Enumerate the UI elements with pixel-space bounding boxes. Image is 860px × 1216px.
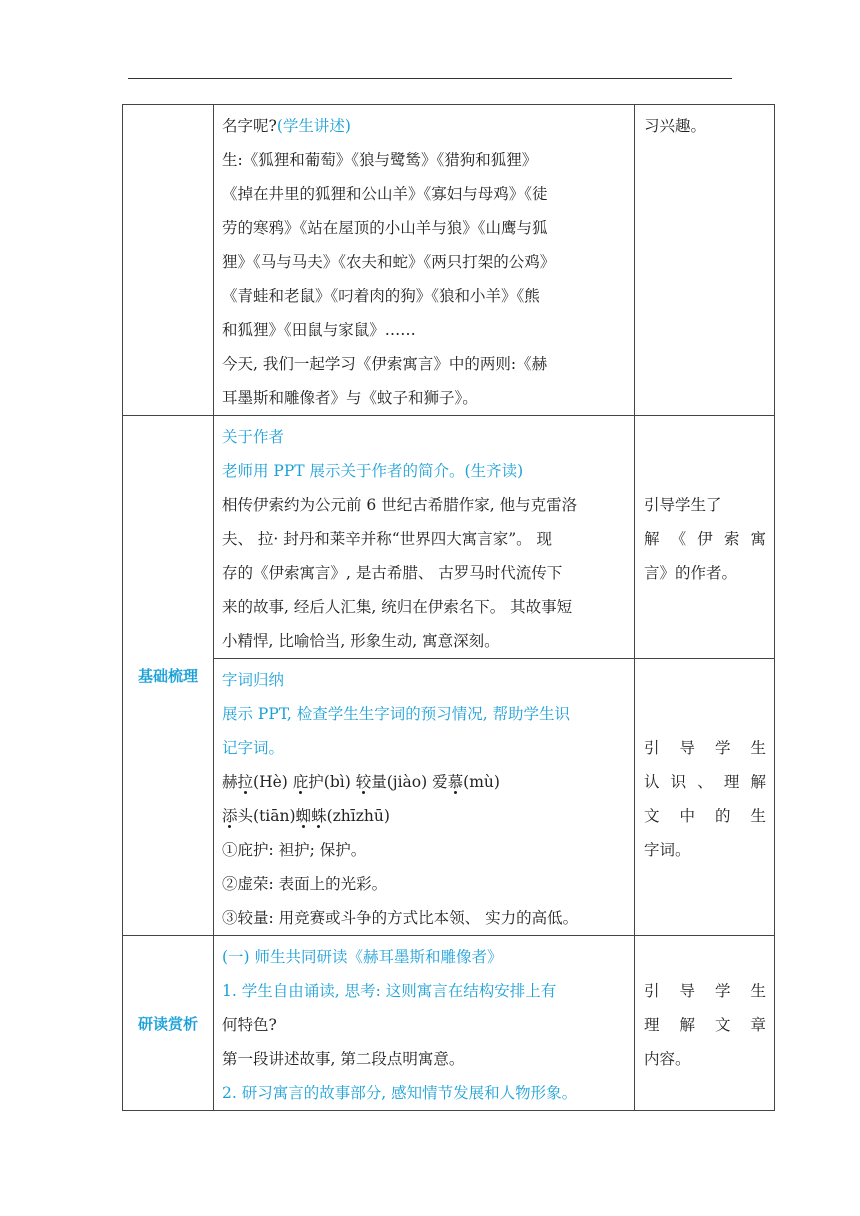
intro-line: 劳的寒鸦》《站在屋顶的小山羊与狼》《山鹰与狐 xyxy=(222,219,548,237)
analysis-note-cell xyxy=(635,936,775,1111)
author-row xyxy=(123,416,775,659)
words-note-line: 文中的生 xyxy=(644,807,766,825)
words-note-line: 字词。 xyxy=(644,841,691,859)
header-rule xyxy=(128,78,732,79)
words-content-cell xyxy=(214,659,635,936)
analysis-note-line: 引导学生 xyxy=(644,982,766,1000)
pinyin-line: 赫拉(Hè) 庇护(bì) 较量(jiào) 爱慕(mù) xyxy=(222,773,500,791)
intro-line: 和狐狸》《田鼠与家鼠》…… xyxy=(222,321,416,339)
analysis-question: 2. 研习寓言的故事部分, 感知情节发展和人物形象。 xyxy=(222,1084,578,1102)
author-text-line: 小精悍, 比喻恰当, 形象生动, 寓意深刻。 xyxy=(222,632,500,650)
section-label-analysis: 研读赏析 xyxy=(123,936,214,1111)
analysis-note-line: 内容。 xyxy=(644,1050,691,1068)
intro-line: 耳墨斯和雕像者》与《蚊子和狮子》。 xyxy=(222,389,478,407)
words-heading: 字词归纳 xyxy=(222,671,285,689)
intro-note-cell xyxy=(635,105,775,416)
author-note-line: 言》的作者。 xyxy=(644,564,738,582)
analysis-question: 1. 学生自由诵读, 思考: 这则寓言在结构安排上有 xyxy=(222,982,557,1000)
author-heading: 关于作者 xyxy=(222,428,285,446)
author-text-line: 相传伊索约为公元前 6 世纪古希腊作家, 他与克雷洛 xyxy=(222,496,578,514)
words-note-cell xyxy=(635,659,775,936)
author-note-line: 引导学生了 xyxy=(644,496,722,514)
intro-line: 《掉在井里的狐狸和公山羊》《寡妇与母鸡》《徒 xyxy=(222,185,548,203)
author-text-line: 存的《伊索寓言》, 是古希腊、 古罗马时代流传下 xyxy=(222,564,563,582)
intro-row xyxy=(123,105,775,416)
words-row xyxy=(123,659,775,936)
author-task: 老师用 PPT 展示关于作者的简介。(生齐读) xyxy=(222,462,524,480)
intro-line: 名字呢?(学生讲述) xyxy=(222,117,351,135)
intro-line: 狸》《马与马夫》《农夫和蛇》《两只打架的公鸡》 xyxy=(222,253,556,271)
analysis-heading: (一) 师生共同研读《赫耳墨斯和雕像者》 xyxy=(222,948,503,966)
definition-line: ③较量: 用竞赛或斗争的方式比本领、 实力的高低。 xyxy=(222,909,579,927)
intro-line: 生:《狐狸和葡萄》《狼与鹭鸶》《猎狗和狐狸》 xyxy=(222,151,538,169)
analysis-note-line: 理解文章 xyxy=(644,1016,766,1034)
pinyin-line: 添头(tiān)蜘蛛(zhīzhū) xyxy=(222,807,390,825)
words-note-line: 认识、理解 xyxy=(644,773,766,791)
words-task: 记字词。 xyxy=(222,739,285,757)
intro-label-cell xyxy=(123,105,214,416)
author-text-line: 来的故事, 经后人汇集, 统归在伊索名下。 其故事短 xyxy=(222,598,573,616)
intro-line: 《青蛙和老鼠》《叼着肉的狗》《狼和小羊》《熊 xyxy=(222,287,540,305)
definition-line: ①庇护: 袒护; 保护。 xyxy=(222,841,367,859)
analysis-content-cell xyxy=(214,936,635,1111)
definition-line: ②虚荣: 表面上的光彩。 xyxy=(222,875,388,893)
lesson-plan-table xyxy=(122,104,775,1111)
words-task: 展示 PPT, 检查学生生字词的预习情况, 帮助学生识 xyxy=(222,705,571,723)
author-note-line: 解《伊索寓 xyxy=(644,530,766,548)
analysis-row xyxy=(123,936,775,1111)
words-note-line: 引导学生 xyxy=(644,739,766,757)
author-content-cell xyxy=(214,416,635,659)
author-text-line: 夫、 拉· 封丹和莱辛并称“世界四大寓言家”。 现 xyxy=(222,530,553,548)
intro-content-cell xyxy=(214,105,635,416)
section-label-basics: 基础梳理 xyxy=(123,416,214,936)
intro-note: 习兴趣。 xyxy=(644,117,707,135)
intro-line: 今天, 我们一起学习《伊索寓言》中的两则:《赫 xyxy=(222,355,548,373)
analysis-question: 何特色? xyxy=(222,1016,277,1034)
analysis-answer: 第一段讲述故事, 第二段点明寓意。 xyxy=(222,1050,465,1068)
author-note-cell xyxy=(635,416,775,659)
